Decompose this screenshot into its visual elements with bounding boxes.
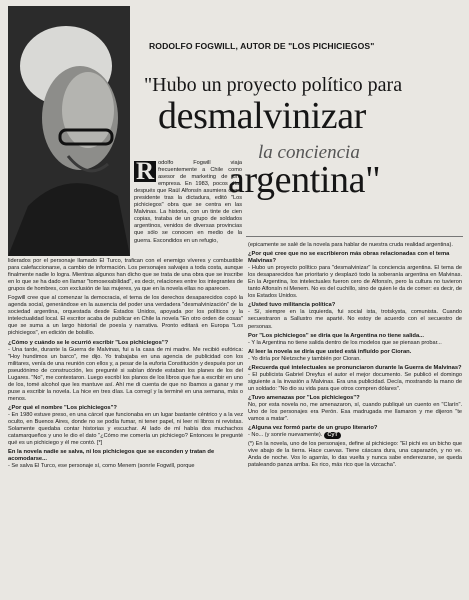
right-question-5: ¿Recuerda qué intelectuales se pronunciaron durante la Guerra de Malvinas? bbox=[248, 364, 462, 371]
right-question-6: ¿Tuvo amenazas por "Los pichiciegos"? bbox=[248, 394, 360, 401]
lead-text: odolfo Fogwill viaja frecuentemente a Chile como asesor de marketing de una empresa. En 1983, pocos días después que Raúl Alfonsín asumiera como presidente tras la dictadura, editó "Los pichiciegos" obra que se centra en las Malvinas. La historia, con un tinte de cien copias, trataba de un grupo de soldados argentinos, venidos de diversas provincias que sólo se conocen en medio de la guerra. Escondidos en un refugio, bbox=[134, 160, 242, 244]
question-2: ¿Por qué el nombre "Los pichiciegos"? bbox=[8, 404, 117, 411]
left-body-column bbox=[8, 258, 243, 470]
right-answer-1: - Hubo un proyecto político para "desmalvinizar" la conciencia argentina. El tema de los desaparecidos fue prioritario y desplazó todo la soberanía argentina en Malvinas. En la Argentina, los intelectuales fueron cero de Alfonsín, pero la cultura no tuvieron tanto Alfonsín ni Menem. No es del cuchillo, sino de quien le da de comer: es decir, de los Estados Unidos. bbox=[248, 265, 462, 300]
footnote: (*) En la novela, uno de los personajes, define al pichiciego: "El pichi es un bicho que vive abajo de la tierra. Hace cuevas. Tiene cáscara dura, una caparazón, y no ve. Anda de noche. Vos lo agarrás, lo das vuelta y nunca sabe enderezarse, se queda pataleando panza arriba. Es rico, más rico que la vizcacha". bbox=[248, 441, 462, 469]
author-photo bbox=[8, 6, 130, 256]
drop-cap: R bbox=[136, 158, 155, 185]
right-answer-6: No, por esta novela no, me amenazaron, sí, cuando publiqué un cuento en "Clarín". Uno de los personajes era Perón. Esa madrugada me llamaron y me dijeron "te vamos a matar". bbox=[248, 401, 462, 423]
right-question-3: Por "Los pichiciegos" se diría que la Argentina no tiene salida... bbox=[248, 332, 425, 339]
right-answer-4: - Yo diría por Nietzsche y también por Cioran. bbox=[248, 355, 361, 362]
right-answer-3: - Y la Argentina no tiene salida dentro de los modelos que se piensan probar... bbox=[248, 339, 442, 346]
right-question-1: ¿Por qué cree que no se escribieron más obras relacionadas con el tema Malvinas? bbox=[248, 251, 450, 265]
right-intro: (epicamente se salé de la novela para hablar de nuestra cruda realidad argentina). bbox=[248, 242, 453, 248]
section-logo: CyT bbox=[324, 432, 341, 439]
body-paragraph-2: Fogwill cree que al comenzar la democracia, el tema de los derechos desaparecidos copó la agenda social, generándose en la ausencia del poder una verdadera "desmalvinización" de la sociedad argentina, orquestada desde Estados Unidos, apoyada por los políticos y la intelectualidad local. El escritor acaba de publicar en Chile la novela "En otro orden de cosas" que se suma a un largo historial de poesía y narrativa. Pronto editará en Europa "Los pichiciegos", en edición de bolsillo. bbox=[8, 295, 243, 337]
column-rule bbox=[246, 236, 463, 237]
answer-1: - Una tarde, durante la Guerra de Malvinas, fui a la casa de mi madre. Me recibió eufórica: "Hoy hundimos un barco", me dijo. Yo trabajaba en una agencia de publicidad con los militares, venía de una reunión con ellos y, a pesar de la euforia Constitución y después por un pseudónimo de construcción, les pregunté si sabían dónde estaban los planes de los del Lugares. "No", me contestaron. Luego escribí los planos de los libros que fue a escribir en uno de los, tomé alcohol que les mantuve así. Ahí me di cuenta de que no íbamos a ganar y me puse a escribir la novela. La hice en tres días. La corregí y la terminé en una semana, más o menos. bbox=[8, 346, 243, 402]
right-answer-5: - El publicista Gabriel Dreyfus el autor el mejor documento. Se publicó el domingo siguiente a la invasión a Malvinas. Era una publicidad. Decía, mostrando la mano de un soldado: "No dio su vida para que otros compren dólares". bbox=[248, 371, 462, 392]
answer-3: - Se salva El Turco, ese personaje sí, como Menem (sonríe Fogwill, porque bbox=[8, 463, 195, 470]
body-paragraph-1: liderados por el personaje llamado El Turco, trafican con el enemigo víveres y combustible para calefaccionarse, a cambio de información. Los personajes salvajes a toda costa, aunque finalmente nadie lo logra. Mientras algunos han dicho que se trata de una obra que se inscribe en lo que se ha dado en llamar "tomosexabilidad", es decir, relaciones entre los integrantes de grupos de hombres, con exclusión de las mujeres, ya que en la novela ellas no aparecen. bbox=[8, 258, 243, 293]
right-question-4: Al leer la novela se diría que usted está influído por Cioran. bbox=[248, 348, 412, 355]
portrait-image bbox=[8, 6, 130, 256]
question-1: ¿Cómo y cuándo se le ocurrió escribir "Los pichiciegos"? bbox=[8, 339, 169, 346]
byline: RODOLFO FOGWILL, AUTOR DE "LOS PICHICIEGOS" bbox=[149, 41, 375, 51]
right-answer-7-text: - No... (y sonríe nuevamente). bbox=[248, 432, 323, 439]
right-body-column bbox=[248, 242, 462, 469]
right-question-2: ¿Usted tuvo militancia política? bbox=[248, 302, 336, 309]
lead-paragraph bbox=[134, 160, 242, 245]
right-answer-2: - Sí, siempre en la izquierda, fui social ista, trotskysta, comunista. Cuando secuestraron a Sallustro me aparté. No estoy de acuerdo con el secuestro de personas. bbox=[248, 309, 462, 330]
question-3: En la novela nadie se salva, ni los pichiciegos que se esconden y tratan de acomodarse... bbox=[8, 449, 215, 463]
headline-line-2: desmalvinizar bbox=[158, 95, 366, 137]
headline-line-3: la conciencia bbox=[258, 142, 360, 163]
right-answer-7 bbox=[248, 432, 462, 439]
answer-2: - En 1980 estuve preso, en una cárcel que funcionaba en un lugar bastante céntrico y a la vez oculto, en Buenos Aires, donde no se podía fumar, ni tener papel, ni leer ni libros ni revistas. Solamente quedaba contar historias y escuchar. Al lado de mí había dos muchachos catamarqueños y uno le dio el dato "¿Cómo me comería un pichiciego? Entonces le pregunté qué es un pichiciego y él me contó. [*] bbox=[8, 411, 243, 447]
headline-line-4: argentina" bbox=[228, 159, 381, 201]
headline-line-1: "Hubo un proyecto político para bbox=[144, 74, 403, 96]
right-question-7: ¿Alguna vez formó parte de un grupo literario? bbox=[248, 425, 378, 432]
